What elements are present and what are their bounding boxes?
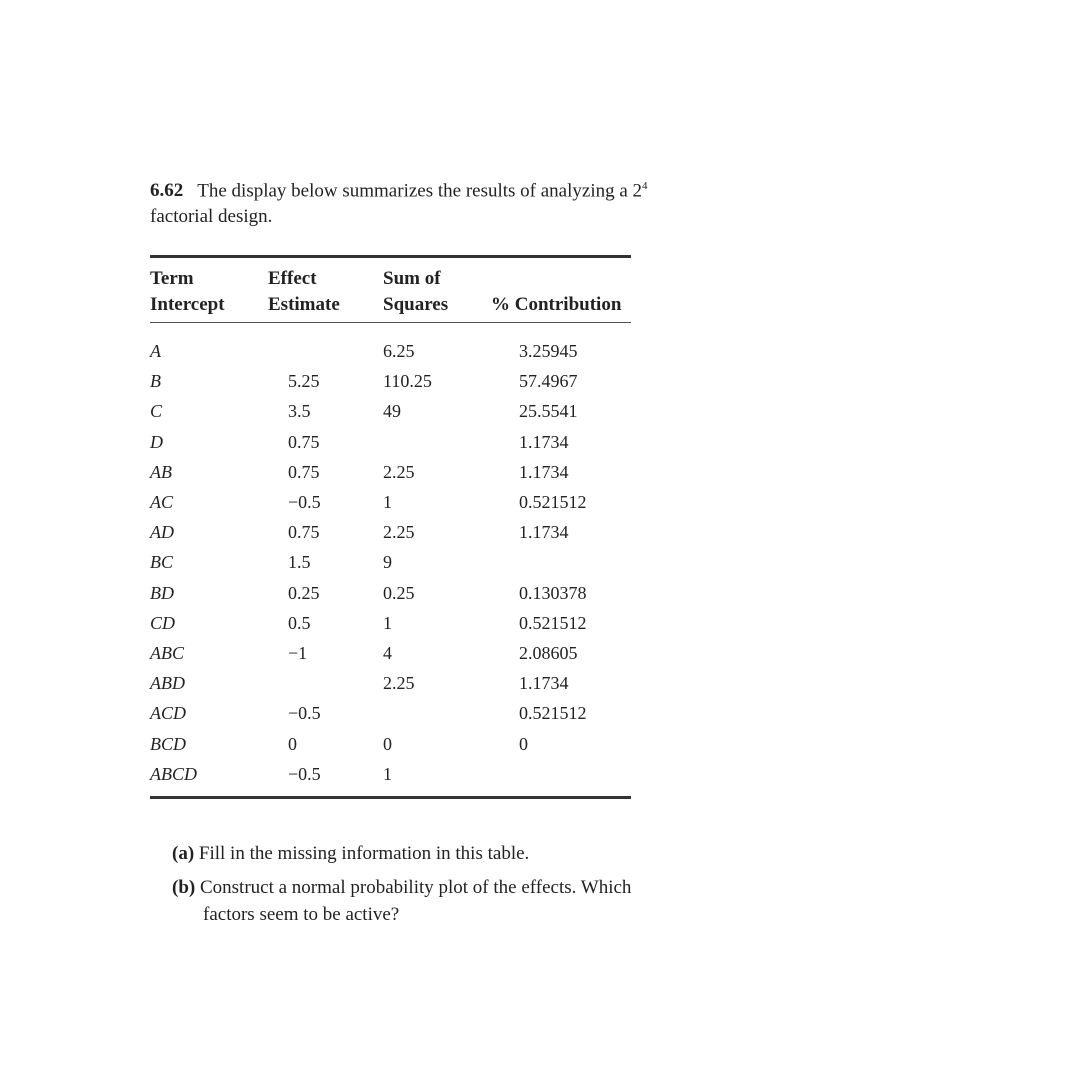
- term-cell: A: [150, 341, 161, 361]
- table-row: [0, 370, 1080, 400]
- table-row: [0, 702, 1080, 732]
- contribution-cell: 1.1734: [519, 673, 569, 693]
- contribution-cell: 25.5541: [519, 401, 578, 421]
- term-cell: ACD: [150, 703, 186, 723]
- contribution-cell: 0.521512: [519, 492, 587, 512]
- effect-cell: −1: [288, 643, 308, 663]
- table-row: [0, 733, 1080, 763]
- effect-cell: 0.75: [288, 432, 320, 452]
- table-row: [0, 491, 1080, 521]
- table-bottom-rule: [150, 796, 631, 799]
- sum-of-squares-cell: 110.25: [383, 371, 432, 391]
- header-ss-line2: Squares: [383, 294, 449, 315]
- question-b-text-cont: factors seem to be active?: [203, 904, 400, 925]
- question-list: [172, 840, 692, 935]
- header-contribution: % Contribution: [491, 294, 622, 315]
- contribution-cell: 3.25945: [519, 341, 578, 361]
- table-row: [0, 582, 1080, 612]
- effect-cell: 0.75: [288, 522, 320, 542]
- term-cell: B: [150, 371, 161, 391]
- table-row: [0, 551, 1080, 581]
- term-cell: BD: [150, 583, 174, 603]
- problem-text: The display below summarizes the results of analyzing a 2: [197, 180, 643, 202]
- term-cell: ABD: [150, 673, 185, 693]
- term-cell: ABCD: [150, 764, 197, 784]
- header-ss-line1: Sum of: [383, 268, 441, 289]
- sum-of-squares-cell: 1: [383, 492, 392, 512]
- sum-of-squares-cell: 4: [383, 643, 392, 663]
- term-cell: CD: [150, 613, 176, 633]
- problem-statement: [150, 173, 670, 230]
- contribution-cell: 1.1734: [519, 432, 569, 452]
- table-row: [0, 672, 1080, 702]
- contribution-cell: 1.1734: [519, 462, 569, 482]
- problem-text-end: factorial design.: [150, 206, 273, 228]
- effect-cell: 0.5: [288, 613, 311, 633]
- problem-exponent: 4: [642, 180, 648, 192]
- header-effect-line1: Effect: [268, 268, 317, 289]
- effect-cell: 0: [288, 734, 297, 754]
- effect-cell: −0.5: [288, 492, 321, 512]
- effect-cell: −0.5: [288, 703, 321, 723]
- question-a-text: Fill in the missing information in this table.: [198, 843, 530, 864]
- header-effect-line2: Estimate: [268, 294, 340, 315]
- table-row: [0, 642, 1080, 672]
- contribution-cell: 0: [519, 734, 528, 754]
- sum-of-squares-cell: 0.25: [383, 583, 415, 603]
- term-cell: BC: [150, 552, 174, 572]
- table-row: [0, 431, 1080, 461]
- header-term: Term: [150, 268, 194, 289]
- term-cell: AD: [150, 522, 174, 542]
- table-row: [0, 763, 1080, 793]
- question-b: [172, 874, 692, 928]
- sum-of-squares-cell: 9: [383, 552, 392, 572]
- header-intercept: Intercept: [150, 294, 225, 315]
- effect-cell: 5.25: [288, 371, 320, 391]
- effect-cell: −0.5: [288, 764, 321, 784]
- term-cell: ABC: [150, 643, 184, 663]
- term-cell: C: [150, 401, 163, 421]
- contribution-cell: 0.521512: [519, 703, 587, 723]
- sum-of-squares-cell: 2.25: [383, 673, 415, 693]
- term-cell: AC: [150, 492, 174, 512]
- contribution-cell: 0.521512: [519, 613, 587, 633]
- term-cell: BCD: [150, 734, 186, 754]
- contribution-cell: 1.1734: [519, 522, 569, 542]
- table-row: [0, 400, 1080, 430]
- question-a: [172, 840, 692, 867]
- contribution-cell: 57.4967: [519, 371, 578, 391]
- table-row: [0, 612, 1080, 642]
- sum-of-squares-cell: 2.25: [383, 462, 415, 482]
- sum-of-squares-cell: 1: [383, 764, 392, 784]
- table-top-rule: [150, 255, 631, 258]
- sum-of-squares-cell: 0: [383, 734, 392, 754]
- table-row: [0, 340, 1080, 370]
- effect-cell: 0.75: [288, 462, 320, 482]
- contribution-cell: 2.08605: [519, 643, 578, 663]
- effect-cell: 0.25: [288, 583, 320, 603]
- contribution-cell: 0.130378: [519, 583, 587, 603]
- table-header-rule: [150, 322, 631, 323]
- question-b-text: Construct a normal probability plot of the effects. Which: [199, 877, 632, 898]
- effect-cell: 3.5: [288, 401, 311, 421]
- question-b-tag: (b): [172, 877, 196, 898]
- sum-of-squares-cell: 1: [383, 613, 392, 633]
- term-cell: D: [150, 432, 163, 452]
- problem-number: 6.62: [150, 180, 184, 202]
- table-row: [0, 461, 1080, 491]
- sum-of-squares-cell: 2.25: [383, 522, 415, 542]
- question-a-tag: (a): [172, 843, 195, 864]
- term-cell: AB: [150, 462, 172, 482]
- table-row: [0, 521, 1080, 551]
- sum-of-squares-cell: 49: [383, 401, 401, 421]
- sum-of-squares-cell: 6.25: [383, 341, 415, 361]
- effect-cell: 1.5: [288, 552, 311, 572]
